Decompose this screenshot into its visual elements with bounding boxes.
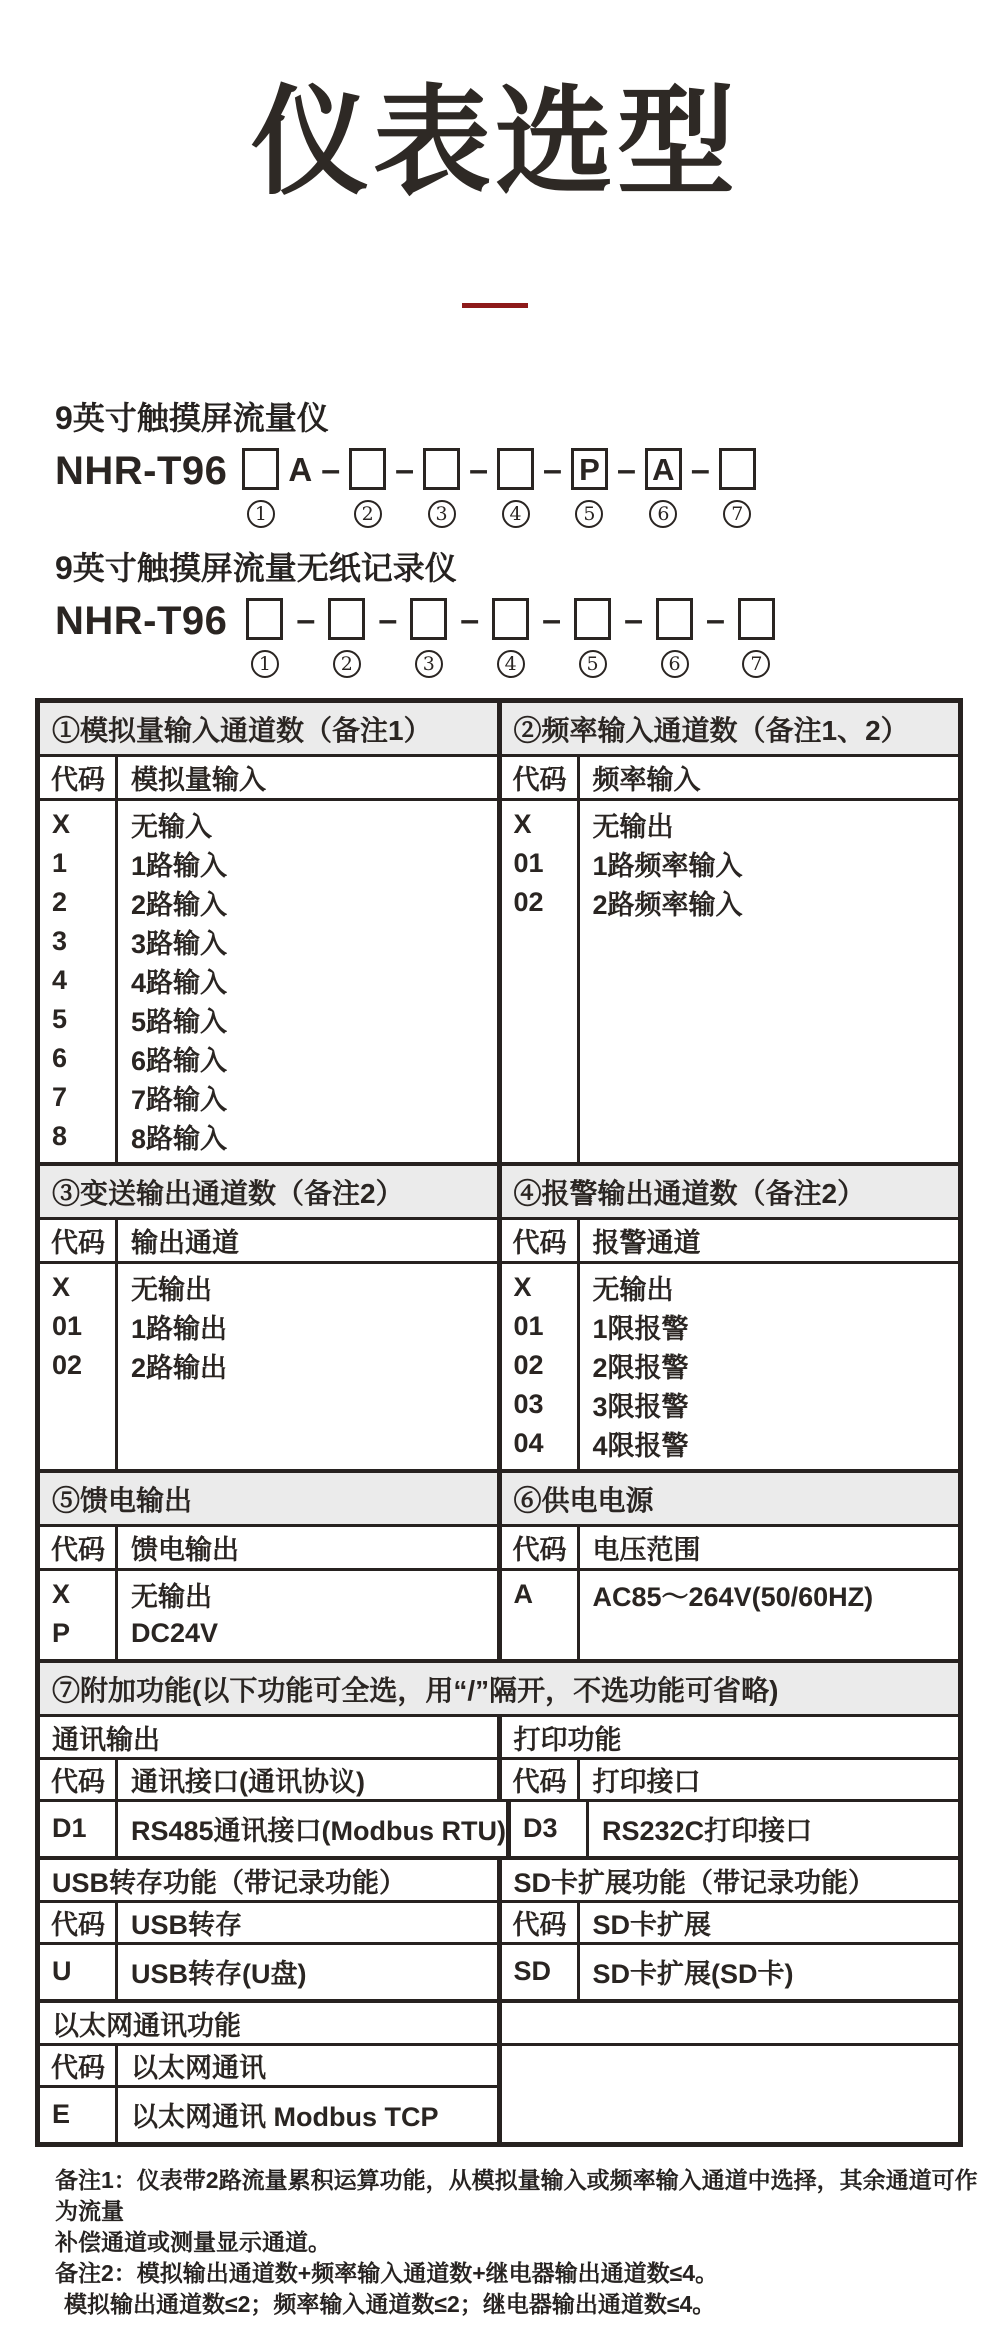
code-column-header: 代码 bbox=[40, 1527, 118, 1568]
code-column-header: 代码 bbox=[502, 1527, 580, 1568]
desc-column bbox=[118, 1945, 497, 1999]
desc-column bbox=[118, 1802, 506, 1856]
code-value: X bbox=[52, 809, 71, 839]
code-value: 04 bbox=[513, 1428, 544, 1458]
desc-value: RS485通讯接口(Modbus RTU) bbox=[131, 1815, 507, 1846]
product-name: 9英寸触摸屏流量仪 bbox=[55, 400, 329, 436]
model-code-box: A bbox=[645, 448, 682, 490]
code-value: 02 bbox=[513, 887, 544, 917]
subsection bbox=[40, 1856, 958, 1999]
dash-separator: – bbox=[542, 601, 562, 639]
subsection-title-row bbox=[40, 2003, 958, 2046]
desc-value: 7路输入 bbox=[131, 1085, 228, 1115]
code-value: 01 bbox=[513, 1311, 544, 1341]
desc-column-header: 通讯接口(通讯协议) bbox=[131, 1767, 365, 1797]
desc-column-header: 馈电输出 bbox=[131, 1535, 239, 1565]
section-header-row bbox=[40, 1473, 958, 1527]
table-section bbox=[40, 1162, 958, 1469]
model-code-box bbox=[423, 448, 460, 490]
desc-value: 以太网通讯 Modbus TCP bbox=[131, 2101, 439, 2132]
column-header-row bbox=[40, 1527, 958, 1571]
column-header-half bbox=[40, 2046, 502, 2088]
model-code-box bbox=[574, 598, 611, 640]
note-line: 备注2：模拟输出通道数+频率输入通道数+继电器输出通道数≤4。 bbox=[55, 2260, 719, 2286]
position-marker: 3 bbox=[415, 650, 443, 678]
section-body-half bbox=[40, 801, 502, 1162]
subsection bbox=[40, 1999, 958, 2142]
position-marker: 5 bbox=[575, 500, 603, 528]
code-column-header: 代码 bbox=[40, 1220, 118, 1261]
model-code-box bbox=[246, 598, 283, 640]
subsection-title-row bbox=[40, 1860, 958, 1903]
dash-separator: – bbox=[690, 451, 710, 489]
table-section bbox=[40, 1469, 958, 1659]
desc-column bbox=[580, 801, 959, 1162]
model-code-slot bbox=[656, 598, 693, 678]
subsection-title: 通讯输出 bbox=[40, 1717, 502, 1760]
code-value: D3 bbox=[523, 1812, 558, 1843]
code-value: X bbox=[52, 1272, 71, 1302]
table-section bbox=[40, 703, 958, 1162]
position-marker: 5 bbox=[579, 650, 607, 678]
footnotes bbox=[55, 2165, 990, 2320]
note-line: 备注1：仪表带2路流量累积运算功能，从模拟量输入或频率输入通道中选择，其余通道可作为流量 bbox=[55, 2167, 978, 2224]
desc-value: 8路输入 bbox=[131, 1124, 228, 1154]
desc-value: 无输出 bbox=[131, 1275, 212, 1305]
subsection-body-half bbox=[511, 1802, 958, 1856]
title-underline-rule bbox=[462, 303, 528, 308]
desc-value: 3路输入 bbox=[131, 929, 228, 959]
position-marker: 4 bbox=[502, 500, 530, 528]
code-column-header: 代码 bbox=[502, 1760, 580, 1799]
subsection-title bbox=[502, 2003, 959, 2046]
column-header-row bbox=[40, 2046, 958, 2088]
position-marker: 7 bbox=[723, 500, 751, 528]
desc-value: 无输入 bbox=[131, 812, 212, 842]
model-code-slot bbox=[246, 598, 283, 678]
model-code-slot bbox=[410, 598, 447, 678]
selection-table bbox=[35, 698, 963, 2147]
code-value: 02 bbox=[513, 1350, 544, 1380]
desc-column-header: USB转存 bbox=[131, 1910, 243, 1940]
desc-column bbox=[118, 1571, 497, 1659]
code-value: A bbox=[513, 1579, 533, 1609]
code-value: 01 bbox=[52, 1311, 83, 1341]
desc-column-header: 模拟量输入 bbox=[131, 765, 266, 795]
column-header-half bbox=[40, 757, 502, 798]
subsection-body-half bbox=[40, 1945, 502, 1999]
note-line: 补偿通道或测量显示通道。 bbox=[55, 2229, 331, 2255]
desc-value: 3限报警 bbox=[592, 1392, 689, 1422]
dash-separator: – bbox=[624, 601, 644, 639]
position-marker: 1 bbox=[247, 500, 275, 528]
code-value: 8 bbox=[52, 1121, 68, 1151]
model-code-box bbox=[410, 598, 447, 640]
model-prefix: NHR-T96 bbox=[55, 599, 228, 643]
desc-column bbox=[118, 2088, 497, 2142]
subsection-title: USB转存功能（带记录功能） bbox=[40, 1860, 502, 1903]
dash-separator: – bbox=[395, 451, 415, 489]
column-header-half bbox=[40, 1527, 502, 1568]
subsection-body-half bbox=[502, 1945, 959, 1999]
column-header-row bbox=[40, 1760, 958, 1802]
desc-value: 6路输入 bbox=[131, 1046, 228, 1076]
column-header-half bbox=[502, 1527, 959, 1568]
section-header: ④报警输出通道数（备注2） bbox=[513, 1177, 866, 1209]
model-code-line bbox=[55, 598, 990, 678]
section-header-row bbox=[40, 1166, 958, 1220]
section-body-half bbox=[40, 1264, 502, 1469]
position-marker: 6 bbox=[649, 500, 677, 528]
position-marker: 7 bbox=[742, 650, 770, 678]
code-value: P bbox=[52, 1618, 71, 1648]
code-value: 02 bbox=[52, 1350, 83, 1380]
desc-column-header: 以太网通讯 bbox=[131, 2053, 266, 2083]
code-value: D1 bbox=[52, 1812, 87, 1843]
desc-column bbox=[118, 1264, 497, 1469]
subsection-title-row bbox=[40, 1717, 958, 1760]
subsection-title: 以太网通讯功能 bbox=[40, 2003, 502, 2046]
model-code-slot bbox=[738, 598, 775, 678]
section-body-row bbox=[40, 1264, 958, 1469]
subsection-title: 打印功能 bbox=[502, 1717, 959, 1760]
code-value: X bbox=[52, 1579, 71, 1609]
code-column-header: 代码 bbox=[40, 1760, 118, 1799]
dash-separator: – bbox=[706, 601, 725, 639]
desc-column-header: 频率输入 bbox=[592, 765, 701, 795]
section-header: ⑥供电电源 bbox=[513, 1484, 654, 1516]
desc-value: 2路输入 bbox=[131, 890, 228, 920]
model-code-box: P bbox=[571, 448, 608, 490]
model-code-slot bbox=[423, 448, 460, 528]
position-marker: 2 bbox=[333, 650, 361, 678]
section-header: ③变送输出通道数（备注2） bbox=[40, 1166, 502, 1217]
position-marker: 2 bbox=[354, 500, 382, 528]
column-header-half bbox=[502, 1220, 959, 1261]
note-line: 模拟输出通道数≤2；频率输入通道数≤2；继电器输出通道数≤4。 bbox=[64, 2291, 716, 2317]
subsection-body-half bbox=[40, 2088, 502, 2142]
code-column-header: 代码 bbox=[502, 757, 580, 798]
column-header-half bbox=[502, 757, 959, 798]
code-column-header: 代码 bbox=[40, 2046, 118, 2085]
desc-value: 1路频率输入 bbox=[592, 851, 743, 881]
desc-value: 2路频率输入 bbox=[592, 890, 743, 920]
code-column bbox=[502, 801, 580, 1162]
code-column bbox=[40, 1264, 118, 1469]
column-header-half bbox=[502, 2046, 959, 2088]
desc-column bbox=[118, 801, 497, 1162]
desc-value: 2路输出 bbox=[131, 1353, 228, 1383]
model-code-slot bbox=[242, 448, 279, 528]
section-header: ①模拟量输入通道数（备注1） bbox=[40, 703, 502, 754]
column-header-row bbox=[40, 1903, 958, 1945]
code-column-header: 代码 bbox=[40, 1903, 118, 1942]
dash-separator: – bbox=[321, 451, 341, 489]
model-code-box bbox=[492, 598, 529, 640]
code-value: U bbox=[52, 1955, 72, 1986]
subsection bbox=[40, 1717, 958, 1856]
desc-value: 4路输入 bbox=[131, 968, 228, 998]
model-code-block bbox=[55, 396, 990, 678]
code-column bbox=[40, 2088, 118, 2142]
model-code-box bbox=[349, 448, 386, 490]
model-code-slot bbox=[574, 598, 611, 678]
column-header-half bbox=[502, 1903, 959, 1945]
section-header: ⑦附加功能(以下功能可全选，用“/”隔开，不选功能可省略) bbox=[40, 1663, 958, 1717]
dash-separator: – bbox=[469, 451, 489, 489]
section-header: ②频率输入通道数（备注1、2） bbox=[513, 714, 909, 746]
subsection-title: SD卡扩展功能（带记录功能） bbox=[502, 1860, 959, 1903]
column-header-row bbox=[40, 1220, 958, 1264]
section-body-half bbox=[40, 1571, 502, 1659]
desc-value: 无输出 bbox=[592, 812, 674, 842]
desc-value: 4限报警 bbox=[592, 1431, 689, 1461]
model-prefix: NHR-T96 bbox=[55, 449, 228, 493]
model-code-box bbox=[656, 598, 693, 640]
section-header-row bbox=[40, 703, 958, 757]
model-code-line bbox=[55, 448, 990, 528]
page-title: 仪表选型 bbox=[250, 77, 739, 209]
subsection-body-half bbox=[40, 1802, 511, 1856]
section-header: ⑤馈电输出 bbox=[40, 1473, 502, 1524]
code-value: 4 bbox=[52, 965, 68, 995]
section-body-row bbox=[40, 1571, 958, 1659]
code-column-header: 代码 bbox=[502, 1220, 580, 1261]
fixed-code-letter: A bbox=[288, 451, 313, 488]
code-value: 5 bbox=[52, 1004, 68, 1034]
code-column bbox=[40, 1571, 118, 1659]
desc-column-header: SD卡扩展 bbox=[592, 1910, 712, 1940]
desc-value: 1路输入 bbox=[131, 851, 228, 881]
column-header-half bbox=[40, 1220, 502, 1261]
code-column-header: 代码 bbox=[40, 757, 118, 798]
section-body-half bbox=[502, 1571, 959, 1659]
section-body-row bbox=[40, 801, 958, 1162]
code-value: 3 bbox=[52, 926, 68, 956]
dash-separator: – bbox=[543, 451, 562, 489]
subsection-body-row bbox=[40, 1802, 958, 1856]
model-code-box bbox=[719, 448, 756, 490]
position-marker: 3 bbox=[428, 500, 456, 528]
section-body-half bbox=[502, 1264, 959, 1469]
code-value: 01 bbox=[513, 848, 544, 878]
column-header-half bbox=[502, 1760, 959, 1802]
code-value: X bbox=[513, 1272, 532, 1302]
desc-column bbox=[580, 1571, 959, 1659]
desc-value: 1路输出 bbox=[131, 1314, 228, 1344]
desc-column-header: 电压范围 bbox=[592, 1535, 701, 1565]
subsection-body-row bbox=[40, 2088, 958, 2142]
code-column bbox=[502, 1945, 580, 1999]
code-column bbox=[40, 801, 118, 1162]
position-marker: 6 bbox=[661, 650, 689, 678]
model-code-box bbox=[497, 448, 534, 490]
dash-separator: – bbox=[296, 601, 316, 639]
dash-separator: – bbox=[616, 451, 636, 489]
column-header-row bbox=[40, 757, 958, 801]
model-code-slot bbox=[492, 598, 529, 678]
position-marker: 1 bbox=[251, 650, 279, 678]
desc-value: 无输出 bbox=[592, 1275, 674, 1305]
desc-value: 1限报警 bbox=[592, 1314, 689, 1344]
desc-value: 无输出 bbox=[131, 1582, 212, 1612]
code-value: 03 bbox=[513, 1389, 544, 1419]
code-column bbox=[40, 1802, 118, 1856]
subsection-body-half bbox=[502, 2088, 959, 2142]
model-code-box bbox=[328, 598, 365, 640]
section-body-half bbox=[502, 801, 959, 1162]
code-value: 6 bbox=[52, 1043, 68, 1073]
model-code-slot bbox=[571, 448, 608, 528]
code-value: X bbox=[513, 809, 532, 839]
model-code-slot bbox=[645, 448, 682, 528]
desc-value: 2限报警 bbox=[592, 1353, 689, 1383]
model-code-slot bbox=[349, 448, 386, 528]
model-code-slot bbox=[497, 448, 534, 528]
code-column bbox=[502, 1264, 580, 1469]
model-code-box bbox=[738, 598, 775, 640]
product-name: 9英寸触摸屏流量无纸记录仪 bbox=[55, 550, 457, 586]
desc-column bbox=[580, 1945, 959, 1999]
code-value: 1 bbox=[52, 848, 68, 878]
column-header-half bbox=[40, 1760, 502, 1802]
code-value: 2 bbox=[52, 887, 68, 917]
column-header-half bbox=[40, 1903, 502, 1945]
desc-value: SD卡扩展(SD卡) bbox=[592, 1958, 794, 1989]
dash-separator: – bbox=[460, 601, 480, 639]
code-value: 7 bbox=[52, 1082, 68, 1112]
code-value: E bbox=[52, 2098, 71, 2129]
dash-separator: – bbox=[378, 601, 398, 639]
model-code-slot bbox=[719, 448, 756, 528]
position-marker: 4 bbox=[497, 650, 525, 678]
desc-value: 5路输入 bbox=[131, 1007, 228, 1037]
code-column bbox=[40, 1945, 118, 1999]
model-code-slot bbox=[328, 598, 365, 678]
code-value: SD bbox=[513, 1955, 552, 1986]
subsection-body-row bbox=[40, 1945, 958, 1999]
desc-value: RS232C打印接口 bbox=[602, 1815, 813, 1846]
code-column-header: 代码 bbox=[502, 1903, 580, 1942]
desc-column bbox=[580, 1264, 959, 1469]
model-code-box bbox=[242, 448, 279, 490]
code-column bbox=[511, 1802, 589, 1856]
code-column bbox=[502, 1571, 580, 1659]
desc-value: AC85～264V(50/60HZ) bbox=[592, 1582, 874, 1612]
desc-value: USB转存(U盘) bbox=[131, 1958, 307, 1989]
desc-value: DC24V bbox=[131, 1618, 219, 1648]
desc-column-header: 报警通道 bbox=[592, 1228, 701, 1258]
desc-column-header: 打印接口 bbox=[592, 1767, 701, 1797]
desc-column bbox=[589, 1802, 958, 1856]
table-section-7 bbox=[40, 1659, 958, 2142]
desc-column-header: 输出通道 bbox=[131, 1228, 239, 1258]
